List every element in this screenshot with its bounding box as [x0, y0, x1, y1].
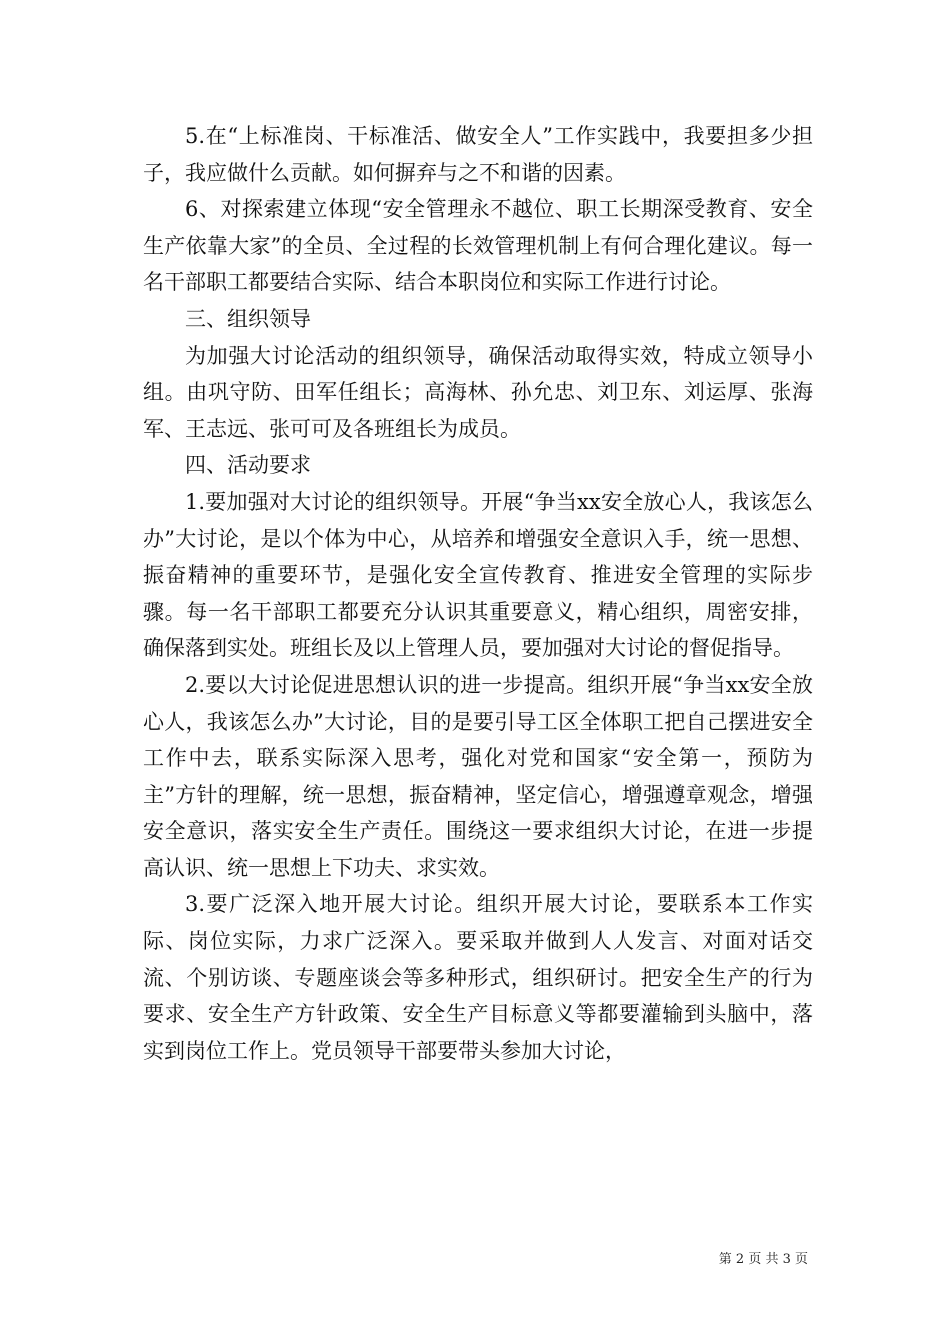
paragraph-requirement-2: 2.要以大讨论促进思想认识的进一步提高。组织开展“争当xx安全放心人，我该怎么办”大讨论，目的是要引导工区全体职工把自己摆进安全工作中去，联系实际深入思考，强化对党和国家“安全第一，预防为主”方针的理解，统一思想，振奋精神，坚定信心，增强遵章观念，增强安全意识，落实安全生产责任。围绕这一要求组织大讨论，在进一步提高认识、统一思想上下功夫、求实效。 [143, 672, 813, 880]
paragraph-item-6: 6、对探索建立体现“安全管理永不越位、职工长期深受教育、安全生产依靠大家”的全员、全过程的长效管理机制上有何合理化建议。每一名干部职工都要结合实际、结合本职岗位和实际工作进行讨论。 [143, 197, 813, 295]
paragraph-requirement-3: 3.要广泛深入地开展大讨论。组织开展大讨论，要联系本工作实际、岗位实际，力求广泛深入。要采取并做到人人发言、对面对话交流、个别访谈、专题座谈会等多种形式，组织研讨。把安全生产的行为要求、安全生产方针政策、安全生产目标意义等都要灌输到头脑中，落实到岗位工作上。党员领导干部要带头参加大讨论， [143, 892, 813, 1063]
section-heading-requirements: 四、活动要求 [185, 453, 311, 478]
section-heading-organization: 三、组织领导 [185, 306, 311, 331]
paragraph-item-5: 5.在“上标准岗、干标准活、做安全人”工作实践中，我要担多少担子，我应做什么贡献。如何摒弃与之不和谐的因素。 [143, 124, 813, 185]
page-number-footer: 第 2 页 共 3 页 [718, 1252, 808, 1267]
document-body [143, 118, 813, 1069]
paragraph-requirement-1: 1.要加强对大讨论的组织领导。开展“争当xx安全放心人，我该怎么办”大讨论，是以个体为中心，从培养和增强安全意识入手，统一思想、振奋精神的重要环节，是强化安全宣传教育、推进安全管理的实际步骤。每一名干部职工都要充分认识其重要意义，精心组织，周密安排，确保落到实处。班组长及以上管理人员，要加强对大讨论的督促指导。 [143, 489, 813, 661]
paragraph-leadership-group: 为加强大讨论活动的组织领导，确保活动取得实效，特成立领导小组。由巩守防、田军任组长；高海林、孙允忠、刘卫东、刘运厚、张海军、王志远、张可可及各班组长为成员。 [143, 343, 813, 441]
